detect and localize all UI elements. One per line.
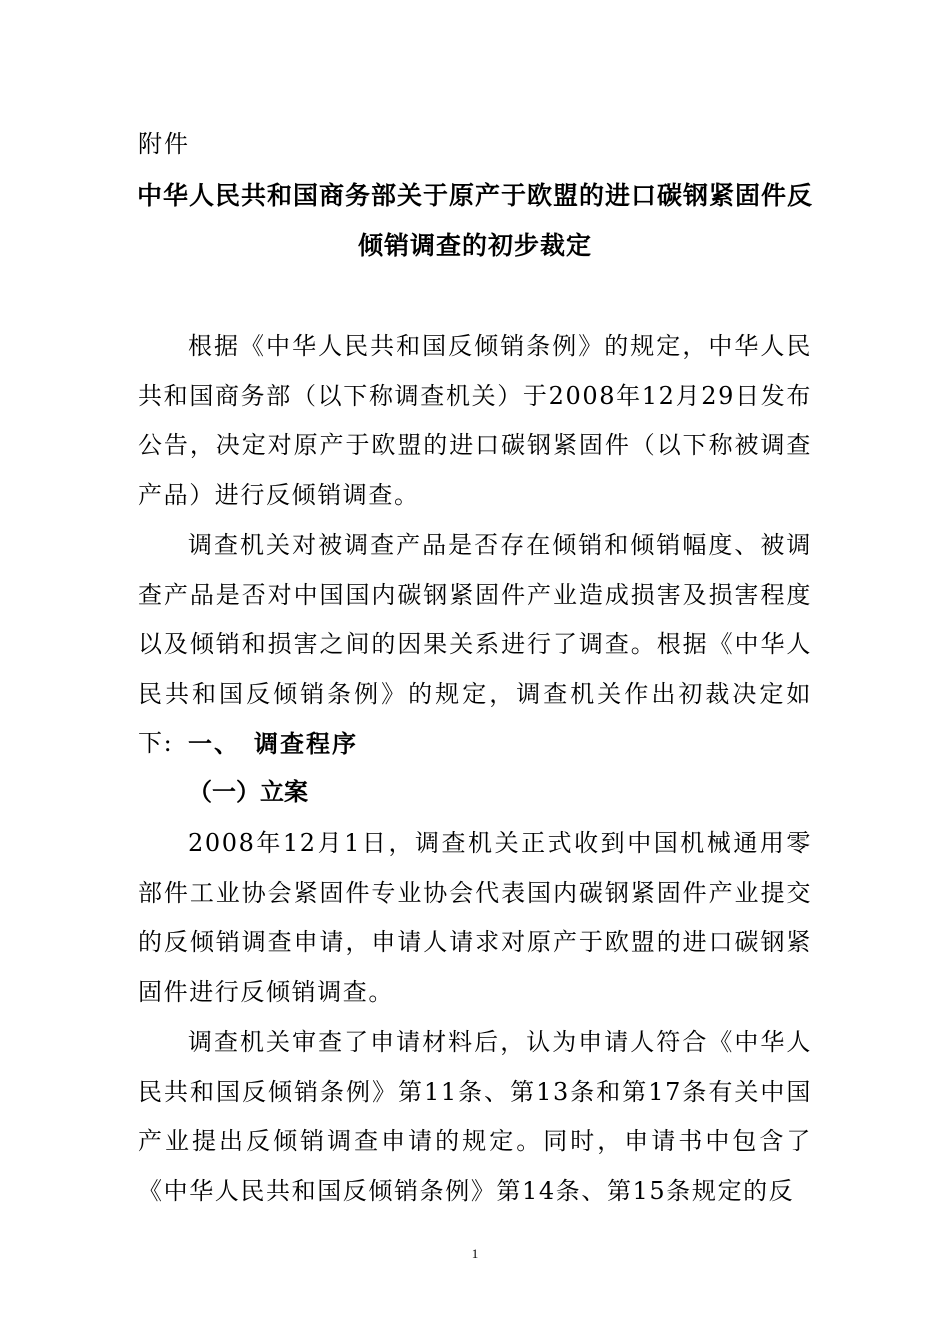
section-title: 调查程序: [254, 730, 358, 758]
scope-paragraph: 调查机关对被调查产品是否存在倾销和倾销幅度、被调查产品是否对中国国内碳钢紧固件产业造成损害及损害程度以及倾销和损害之间的因果关系进行了调查。根据《中华人民共和国反倾销条例》的规定，调查机关作出初裁决定如下:: [138, 531, 812, 758]
attachment-label: 附件: [138, 130, 190, 158]
review-paragraph: 调查机关审查了申请材料后，认为申请人符合《中华人民共和国反倾销条例》第11条、第13条和第17条有关中国产业提出反倾销调查申请的规定。同时，申请书中包含了《中华人民共和国反倾销条例》第14条、第15条规定的反: [138, 1028, 812, 1205]
subsection-heading-filing: （一）立案: [188, 778, 308, 806]
document-title-line-2: 倾销调查的初步裁定: [357, 231, 592, 260]
page-number: 1: [471, 1246, 479, 1261]
filing-paragraph: 2008年12月1日，调查机关正式收到中国机械通用零部件工业协会紧固件专业协会代表国内碳钢紧固件产业提交的反倾销调查申请，申请人请求对原产于欧盟的进口碳钢紧固件进行反倾销调查。: [138, 829, 812, 1006]
intro-paragraph: 根据《中华人民共和国反倾销条例》的规定，中华人民共和国商务部（以下称调查机关）于2008年12月29日发布公告，决定对原产于欧盟的进口碳钢紧固件（以下称被调查产品）进行反倾销调查。: [138, 332, 812, 509]
document-title-line-1: 中华人民共和国商务部关于原产于欧盟的进口碳钢紧固件反: [136, 181, 813, 210]
section-heading-investigation-procedure: [188, 728, 358, 760]
section-number: 一、: [188, 730, 240, 758]
